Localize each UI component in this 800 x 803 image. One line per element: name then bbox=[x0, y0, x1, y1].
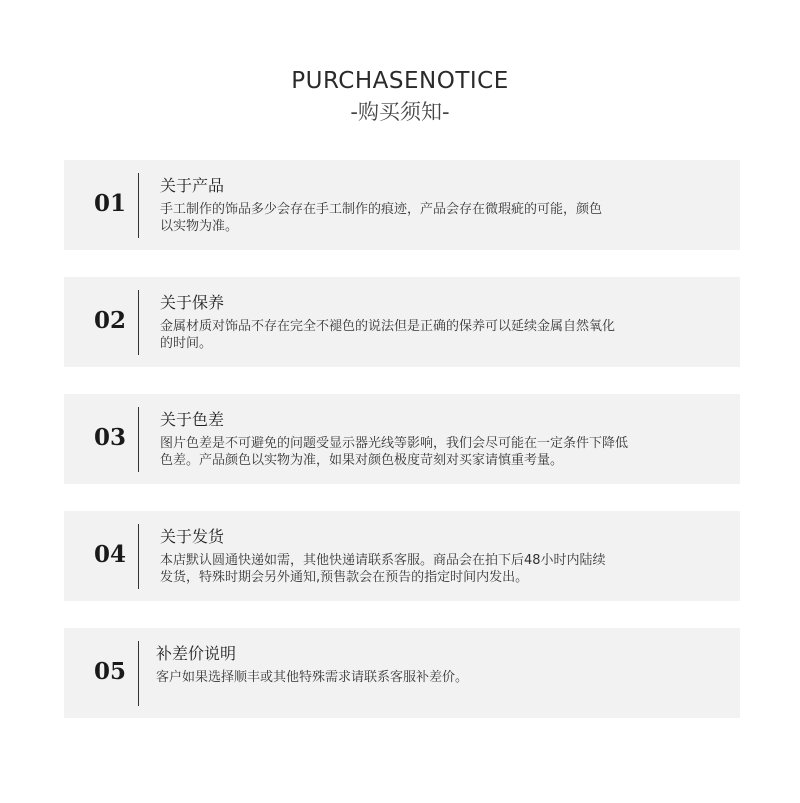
notice-text bbox=[160, 318, 722, 352]
notice-card-shipping bbox=[64, 511, 740, 601]
notice-text bbox=[160, 201, 722, 235]
notice-text bbox=[160, 552, 722, 586]
notice-list bbox=[64, 160, 740, 745]
notice-card-product bbox=[64, 160, 740, 250]
notice-divider bbox=[138, 407, 139, 472]
notice-number: 03 bbox=[93, 424, 126, 451]
notice-number: 04 bbox=[93, 541, 126, 568]
notice-text-line: 色差。产品颜色以实物为准，如果对颜色极度苛刻对买家请慎重考量。 bbox=[160, 453, 564, 468]
notice-body bbox=[160, 173, 722, 235]
notice-body bbox=[160, 407, 722, 469]
notice-heading: 关于保养 bbox=[160, 293, 225, 312]
notice-heading: 关于产品 bbox=[160, 176, 225, 195]
notice-text-line: 客户如果选择顺丰或其他特殊需求请联系客服补差价。 bbox=[156, 670, 469, 685]
notice-number: 01 bbox=[93, 190, 126, 217]
notice-card-maintenance bbox=[64, 277, 740, 367]
notice-text bbox=[160, 435, 722, 469]
page-header bbox=[0, 66, 800, 127]
notice-body bbox=[160, 290, 722, 352]
notice-text-line: 发货，特殊时期会另外通知,预售款会在预告的指定时间内发出。 bbox=[160, 570, 529, 585]
notice-text-line: 本店默认圆通快递如需，其他快递请联系客服。商品会在拍下后48小时内陆续 bbox=[160, 553, 606, 568]
notice-text-line: 以实物为准。 bbox=[160, 219, 239, 234]
notice-divider bbox=[138, 173, 139, 238]
notice-text-line: 手工制作的饰品多少会存在手工制作的痕迹，产品会存在微瑕疵的可能，颜色 bbox=[160, 202, 603, 217]
notice-number: 02 bbox=[93, 307, 126, 334]
page-title: PURCHASENOTICE bbox=[291, 68, 509, 94]
notice-divider bbox=[138, 524, 139, 589]
notice-text-line: 的时间。 bbox=[160, 336, 213, 351]
notice-body bbox=[156, 641, 718, 686]
notice-body bbox=[160, 524, 722, 586]
notice-heading: 补差价说明 bbox=[156, 644, 237, 663]
notice-number: 05 bbox=[93, 658, 126, 685]
notice-divider bbox=[138, 641, 139, 706]
notice-card-price-difference bbox=[64, 628, 740, 718]
notice-heading: 关于色差 bbox=[160, 410, 225, 429]
notice-text bbox=[156, 669, 718, 686]
notice-divider bbox=[138, 290, 139, 355]
notice-heading: 关于发货 bbox=[160, 527, 225, 546]
notice-text-line: 图片色差是不可避免的问题受显示器光线等影响，我们会尽可能在一定条件下降低 bbox=[160, 436, 629, 451]
notice-card-color-difference bbox=[64, 394, 740, 484]
page-subtitle: -购买须知- bbox=[350, 100, 450, 124]
notice-text-line: 金属材质对饰品不存在完全不褪色的说法但是正确的保养可以延续金属自然氧化 bbox=[160, 319, 616, 334]
